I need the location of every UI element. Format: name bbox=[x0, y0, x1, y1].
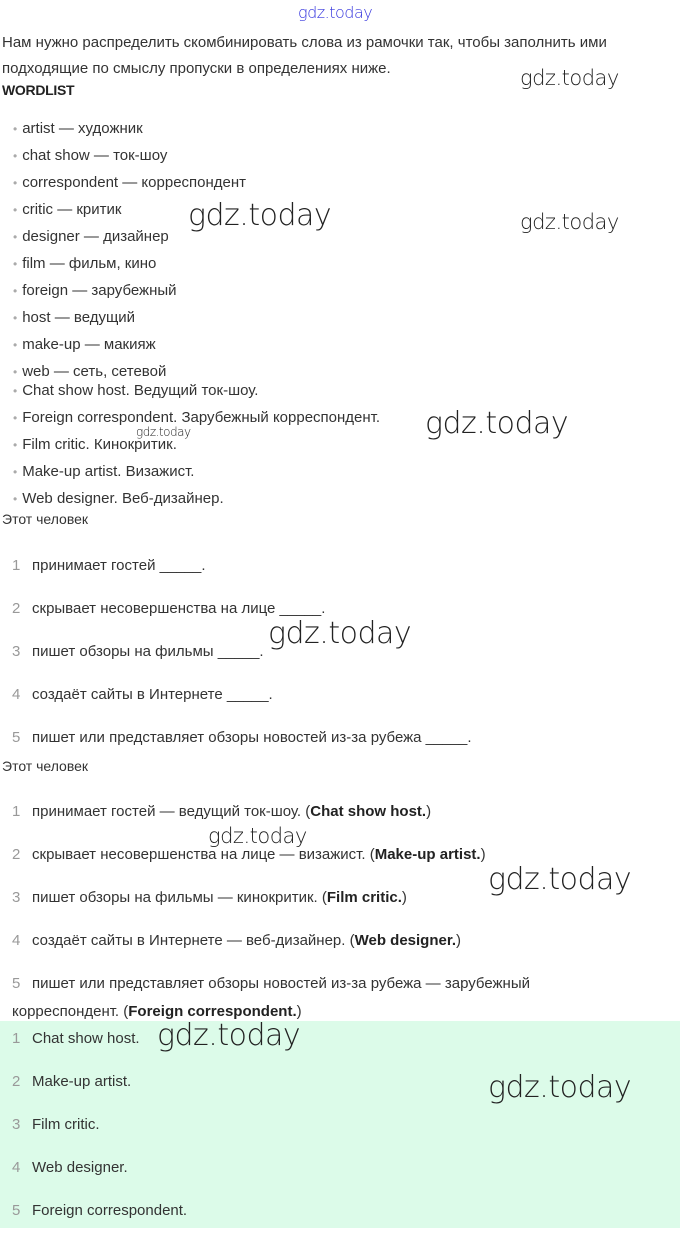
item-number: 2 bbox=[12, 846, 21, 863]
list-item bbox=[12, 930, 530, 973]
item-number: 3 bbox=[12, 643, 21, 660]
item-number: 4 bbox=[12, 932, 21, 949]
list-item bbox=[12, 1157, 187, 1200]
item-text: пишет или представляет обзоры новостей из-за рубежа _____. bbox=[32, 729, 472, 746]
watermark: gdz.today bbox=[425, 406, 569, 441]
item-number: 2 bbox=[12, 600, 21, 617]
list-item: • Chat show host. Ведущий ток-шоу. bbox=[13, 380, 380, 407]
list-item: • Film critic. Кинокритик. bbox=[13, 434, 380, 461]
list-item bbox=[12, 555, 472, 598]
item-text: Make-up artist. bbox=[32, 1073, 132, 1090]
item-text: ) bbox=[456, 932, 462, 949]
combo-list bbox=[13, 380, 380, 515]
watermark: gdz.today bbox=[520, 66, 619, 90]
item-text: создаёт сайты в Интернете — веб-дизайнер. ( bbox=[32, 932, 355, 949]
item-number: 2 bbox=[12, 1073, 21, 1090]
list-item bbox=[12, 1071, 187, 1114]
watermark: gdz.today bbox=[136, 425, 191, 439]
watermark: gdz.today bbox=[488, 1070, 632, 1105]
watermark: gdz.today bbox=[268, 616, 412, 651]
item-number: 1 bbox=[12, 557, 21, 574]
item-answer: Chat show host. bbox=[310, 803, 427, 820]
list-item: • designer — дизайнер bbox=[13, 226, 246, 253]
item-number: 1 bbox=[12, 803, 21, 820]
list-item: • artist — художник bbox=[13, 118, 246, 145]
watermark: gdz.today bbox=[488, 862, 632, 897]
item-text: ) bbox=[401, 889, 407, 906]
item-text: ) bbox=[426, 803, 432, 820]
final-answer-list bbox=[12, 1028, 187, 1243]
list-item bbox=[12, 844, 530, 887]
wordlist-title: WORDLIST bbox=[2, 82, 75, 98]
item-number: 3 bbox=[12, 889, 21, 906]
item-answer: Film critic. bbox=[326, 889, 402, 906]
list-item bbox=[12, 1114, 187, 1157]
item-text: Foreign correspondent. bbox=[32, 1202, 188, 1219]
item-text: корреспондент. ( bbox=[12, 1003, 129, 1020]
list-item: • correspondent — корреспондент bbox=[13, 172, 246, 199]
watermark: gdz.today bbox=[208, 824, 307, 848]
item-text: ) bbox=[296, 1003, 302, 1020]
intro-text: Нам нужно распределить скомбинировать слова из рамочки так, чтобы заполнить ими подходящие по смыслу пропуски в определениях ниже. bbox=[2, 34, 607, 77]
list-item: • foreign — зарубежный bbox=[13, 280, 246, 307]
item-number: 3 bbox=[12, 1116, 21, 1133]
item-text: Web designer. bbox=[32, 1159, 128, 1176]
wordlist bbox=[13, 118, 246, 388]
section-heading: Этот человек bbox=[2, 511, 89, 527]
item-answer: Foreign correspondent. bbox=[128, 1003, 297, 1020]
item-text: пишет обзоры на фильмы _____. bbox=[32, 643, 264, 660]
item-answer: Web designer. bbox=[354, 932, 457, 949]
watermark: gdz.today bbox=[157, 1018, 301, 1053]
item-answer: Make-up artist. bbox=[374, 846, 481, 863]
list-item: • film — фильм, кино bbox=[13, 253, 246, 280]
item-text: принимает гостей _____. bbox=[32, 557, 206, 574]
list-item: • Make-up artist. Визажист. bbox=[13, 461, 380, 488]
list-item: • chat show — ток-шоу bbox=[13, 145, 246, 172]
list-item: • make-up — макияж bbox=[13, 334, 246, 361]
item-text: ) bbox=[480, 846, 486, 863]
list-item bbox=[12, 1200, 187, 1243]
list-item bbox=[12, 684, 472, 727]
watermark: gdz.today bbox=[520, 210, 619, 234]
item-text: принимает гостей — ведущий ток-шоу. ( bbox=[32, 803, 311, 820]
item-text: Film critic. bbox=[32, 1116, 100, 1133]
item-text: скрывает несовершенства на лице _____. bbox=[32, 600, 326, 617]
section-heading: Этот человек bbox=[2, 758, 89, 774]
list-item bbox=[12, 973, 530, 1020]
item-number: 1 bbox=[12, 1030, 21, 1047]
list-item: • Foreign correspondent. Зарубежный корреспондент. bbox=[13, 407, 380, 434]
task-list bbox=[12, 555, 472, 770]
item-text: скрывает несовершенства на лице — визажист. ( bbox=[32, 846, 375, 863]
list-item: • web — сеть, сетевой bbox=[13, 361, 246, 388]
item-text: Chat show host. bbox=[32, 1030, 140, 1047]
item-number: 4 bbox=[12, 1159, 21, 1176]
item-number: 4 bbox=[12, 686, 21, 703]
list-item: • host — ведущий bbox=[13, 307, 246, 334]
list-item: • Web designer. Веб-дизайнер. bbox=[13, 488, 380, 515]
item-text: создаёт сайты в Интернете _____. bbox=[32, 686, 273, 703]
item-text: пишет или представляет обзоры новостей из-за рубежа — зарубежный bbox=[32, 975, 530, 992]
watermark: gdz.today bbox=[298, 3, 373, 22]
item-number: 5 bbox=[12, 729, 21, 746]
watermark: gdz.today bbox=[188, 198, 332, 233]
item-number: 5 bbox=[12, 975, 21, 992]
item-text: пишет обзоры на фильмы — кинокритик. ( bbox=[32, 889, 327, 906]
list-item: • critic — критик bbox=[13, 199, 246, 226]
list-item bbox=[12, 887, 530, 930]
item-number: 5 bbox=[12, 1202, 21, 1219]
